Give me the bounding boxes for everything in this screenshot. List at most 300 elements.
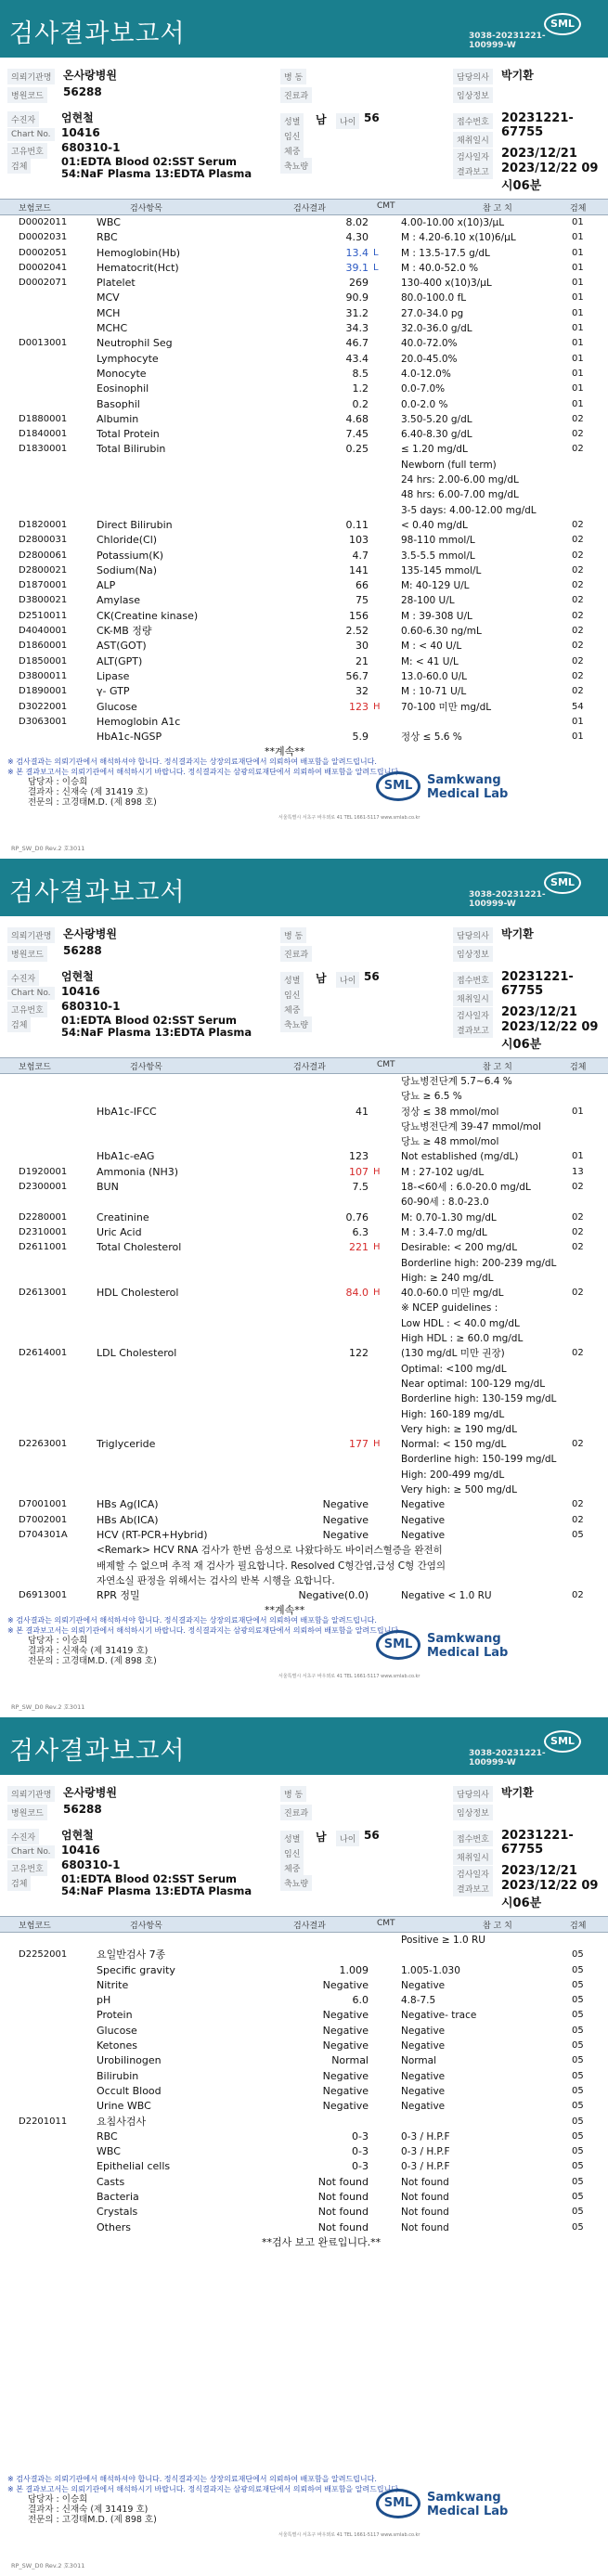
specimen-code: 54 (572, 701, 584, 712)
receipt-no: 20231221-67755 (501, 111, 574, 139)
check-date: 2023/12/21 (501, 147, 577, 161)
insurance-code: D2510011 (19, 610, 68, 621)
reference-range: 40.0-72.0% (401, 338, 458, 350)
table-row (0, 1948, 608, 1962)
specimen-code: 02 (572, 550, 584, 561)
test-result: 123 (349, 1150, 369, 1163)
table-row (0, 1528, 608, 1543)
test-item: HBs Ag(ICA) (97, 1498, 159, 1511)
brand-line1: Samkwang (427, 773, 501, 787)
specimen-code: 05 (572, 2146, 584, 2157)
table-row (0, 624, 608, 639)
test-item: Lipase (97, 669, 130, 682)
age-label: 나이 (336, 1831, 359, 1846)
table-row (0, 1316, 608, 1331)
signature-confirmer: 결과자 : 신재숙 (제 31419 호) (28, 1646, 149, 1656)
test-item: RBC (97, 2129, 118, 2142)
hospital-label: 의뢰기관명 (7, 927, 55, 943)
reference-range: Negative (401, 1979, 446, 1991)
specimen-code: 01 (572, 278, 584, 289)
sml-footer-logo: SML (376, 771, 420, 801)
test-result: 0-3 (352, 2145, 369, 2158)
table-row (0, 1301, 608, 1315)
reference-range: Normal (401, 2055, 436, 2067)
reference-range: M : 3.4-7.0 mg/dL (401, 1226, 487, 1238)
table-row (0, 1331, 608, 1346)
table-header (0, 1057, 608, 1074)
brand-line2: Medical Lab (427, 1646, 509, 1660)
dept-label: 진료과 (280, 1805, 312, 1820)
reference-range: High: 160-189 mg/dL (401, 1408, 505, 1420)
table-row (0, 2175, 608, 2190)
table-row (0, 1497, 608, 1512)
signature-confirmer: 결과자 : 신재숙 (제 31419 호) (28, 2505, 149, 2515)
table-row (0, 1286, 608, 1301)
specimen-code: 02 (572, 686, 584, 697)
test-item: Chloride(Cl) (97, 534, 158, 547)
reference-range: 32.0-36.0 g/dL (401, 323, 472, 335)
table-row (0, 442, 608, 457)
lab-address: 서울특별시 서초구 바우뫼로 41 TEL 1661-5117 www.smlab.co.kr (278, 815, 420, 821)
table-row (0, 352, 608, 367)
insurance-code: D6913001 (19, 1590, 68, 1601)
column-header: 검체 (570, 204, 587, 214)
test-result: 269 (349, 277, 369, 290)
specimen-code: 02 (572, 1499, 584, 1510)
signatures (28, 777, 157, 808)
ward-label: 병 동 (280, 1786, 306, 1802)
table-row (0, 487, 608, 502)
reference-range: M : 13.5-17.5 g/dL (401, 247, 490, 259)
result-flag: H (373, 701, 381, 712)
table-row (0, 1210, 608, 1225)
specimen-code: 02 (572, 626, 584, 637)
reference-range: M : 4.20-6.10 x(10)6/μL (401, 232, 516, 244)
column-header: 참 고 치 (483, 204, 512, 214)
insurance-code: D1890001 (19, 686, 68, 697)
sml-logo: SML (544, 1730, 581, 1753)
reference-range: 60-90세 : 8.0-23.0 (401, 1197, 489, 1209)
reference-range: Low HDL : < 40.0 mg/dL (401, 1317, 520, 1329)
column-header: 검사항목 (130, 1922, 162, 1931)
brand-name (427, 1632, 508, 1660)
column-header: 검사항목 (130, 204, 162, 214)
result-flag: L (373, 247, 379, 258)
table-row (0, 1377, 608, 1392)
test-result: 2.52 (345, 625, 369, 638)
test-item: MCH (97, 306, 121, 319)
reference-range: Newborn (full term) (401, 459, 497, 471)
test-item: RBC (97, 231, 118, 244)
result-flag: H (373, 1166, 381, 1177)
urine-label: 축뇨량 (280, 1016, 312, 1032)
brand-name (427, 773, 508, 801)
check-date-label: 검사일자 (453, 1007, 493, 1023)
table-row (0, 336, 608, 351)
weight-label: 체중 (280, 143, 304, 159)
hospital-code-label: 병원코드 (7, 1805, 47, 1820)
specimen-code: 02 (572, 655, 584, 667)
patient-name-label: 수진자 (7, 111, 39, 127)
specimen-code: 01 (572, 307, 584, 318)
report-footer (0, 1615, 608, 1717)
table-row (0, 1271, 608, 1286)
table-row (0, 2115, 608, 2129)
table-row (0, 291, 608, 305)
report-footer (0, 2474, 608, 2576)
table-row (0, 2069, 608, 2084)
reference-range: 70-100 미만 mg/dL (401, 701, 492, 713)
test-item: RPR 정밀 (97, 1589, 140, 1602)
specimen-code: 01 (572, 247, 584, 258)
reference-range: Negative (401, 2040, 446, 2052)
table-row (0, 1437, 608, 1452)
table-row (0, 1422, 608, 1437)
reference-range: Negative (401, 1514, 446, 1526)
doctor-label: 담당의사 (453, 69, 493, 84)
test-item: MCHC (97, 322, 128, 335)
specimen-code: 05 (572, 2176, 584, 2187)
age-label: 나이 (336, 113, 359, 129)
specimen-code: 01 (572, 232, 584, 243)
insurance-code: D0002051 (19, 247, 68, 258)
table-row (0, 1195, 608, 1210)
reference-range: Very high: ≥ 500 mg/dL (401, 1484, 517, 1496)
test-item: WBC (97, 216, 121, 228)
pregnancy-label: 임신 (280, 987, 304, 1003)
test-item: Bilirubin (97, 2069, 139, 2082)
test-result: 6.3 (352, 1225, 369, 1238)
reference-range: Negative < 1.0 RU (401, 1590, 492, 1602)
specimen-code: 01 (572, 368, 584, 379)
collect-label: 채취일시 (453, 990, 493, 1006)
test-item: Hemoglobin A1c (97, 715, 181, 728)
test-result: Negative (322, 2084, 369, 2097)
column-header: CMT (377, 1919, 395, 1928)
table-row (0, 1468, 608, 1482)
insurance-code: D2800061 (19, 550, 68, 561)
result-rows (0, 215, 608, 759)
table-row (0, 321, 608, 336)
specimen-code: 05 (572, 1979, 584, 1990)
age-label: 나이 (336, 972, 359, 988)
reference-range: 4.8-7.5 (401, 1995, 436, 2007)
column-header: 참 고 치 (483, 1922, 512, 1931)
test-item: Epithelial cells (97, 2160, 171, 2173)
signature-tester: 담당자 : 이승희 (28, 2494, 88, 2505)
test-item: Total Protein (97, 428, 160, 441)
reference-range: Very high: ≥ 190 mg/dL (401, 1423, 517, 1435)
table-row (0, 215, 608, 230)
table-row (0, 2084, 608, 2099)
test-result: 0.25 (345, 443, 369, 456)
test-item: HbA1c-eAG (97, 1150, 155, 1163)
test-result: 1.2 (352, 382, 369, 395)
age-value: 56 (364, 111, 380, 124)
reference-range: (130 mg/dL 미만 권장) (401, 1348, 505, 1360)
table-row (0, 730, 608, 744)
report-header-bar (0, 1717, 608, 1775)
specimen-code: 05 (572, 1995, 584, 2006)
table-row (0, 715, 608, 730)
reference-range: Negative (401, 2025, 446, 2037)
check-date-label: 검사일자 (453, 149, 493, 164)
reference-range: 20.0-45.0% (401, 353, 458, 365)
test-result: 5.9 (352, 731, 369, 744)
specimen-code: 05 (572, 2192, 584, 2203)
reference-range: 당뇨 ≥ 48 mmol/mol (401, 1136, 499, 1148)
test-item: 요침사검사 (97, 2115, 147, 2128)
table-row (0, 382, 608, 396)
check-date-label: 검사일자 (453, 1866, 493, 1882)
test-result: 34.3 (345, 322, 369, 335)
reference-range: Negative (401, 2070, 446, 2082)
reg-no: 680310-1 (61, 1000, 121, 1013)
receipt-label: 접수번호 (453, 113, 493, 129)
reference-range: M : 27-102 ug/dL (401, 1166, 485, 1178)
insurance-code: D1860001 (19, 641, 68, 652)
test-item: Sodium(Na) (97, 563, 157, 576)
urine-label: 축뇨량 (280, 1875, 312, 1891)
test-item: Total Cholesterol (97, 1241, 182, 1254)
insurance-code: D7001001 (19, 1499, 68, 1510)
reference-range: M : 40.0-52.0 % (401, 262, 479, 274)
specimen-code: 05 (572, 1964, 584, 1975)
test-result: 32 (356, 685, 369, 698)
patient-name-label: 수진자 (7, 1829, 39, 1845)
hospital-code: 56288 (63, 1803, 102, 1816)
reference-range: Borderline high: 150-199 mg/dL (401, 1454, 557, 1466)
report-footer (0, 757, 608, 859)
result-flag: H (373, 1439, 381, 1450)
form-code: RP_SW_D0 Rev.2 호3011 (11, 845, 85, 852)
insurance-code: D704301A (19, 1529, 68, 1540)
chart-label: Chart No. (7, 987, 55, 1000)
table-row (0, 1513, 608, 1528)
patient-info (0, 67, 608, 197)
table-row (0, 1105, 608, 1120)
doctor-name: 박기환 (501, 1786, 534, 1799)
table-row (0, 1407, 608, 1422)
urine-label: 축뇨량 (280, 158, 312, 174)
document-code: 3038-20231221- 100999-W (469, 1749, 546, 1767)
insurance-code: D1880001 (19, 413, 68, 424)
table-header (0, 199, 608, 215)
test-item: 요일반검사 7종 (97, 1948, 166, 1961)
clinical-info-label: 임상정보 (453, 946, 493, 962)
table-row (0, 2099, 608, 2114)
insurance-code: D1820001 (19, 519, 68, 530)
report-date-label: 결과보고 (453, 163, 493, 179)
test-result: 0-3 (352, 2160, 369, 2173)
test-item: Hematocrit(Hct) (97, 261, 179, 274)
test-result: 41 (356, 1105, 369, 1118)
document-code: 3038-20231221- 100999-W (469, 890, 546, 909)
result-rows (0, 1074, 608, 1618)
test-result: 56.7 (345, 669, 369, 682)
table-row (0, 1963, 608, 1978)
dept-label: 진료과 (280, 87, 312, 103)
specimen-code: 05 (572, 2070, 584, 2081)
sex-label: 성별 (280, 113, 304, 129)
test-item: HCV (RT-PCR+Hybrid) (97, 1528, 208, 1541)
column-header: 검체 (570, 1922, 587, 1931)
test-item: HbA1c-IFCC (97, 1105, 157, 1118)
test-item: Hemoglobin(Hb) (97, 246, 181, 259)
reference-range: High: 200-499 mg/dL (401, 1469, 505, 1481)
specimen-label: 검체 (7, 1875, 31, 1891)
test-item: HbA1c-NGSP (97, 731, 162, 744)
table-row (0, 1452, 608, 1467)
column-header: 보험코드 (19, 204, 51, 214)
reference-range: 80.0-100.0 fL (401, 292, 467, 304)
test-result: 46.7 (345, 337, 369, 350)
table-row (0, 2129, 608, 2144)
reference-range: M : 10-71 U/L (401, 686, 467, 698)
test-item: Basophil (97, 397, 140, 410)
table-row (0, 669, 608, 684)
test-result: 122 (349, 1347, 369, 1360)
test-result: 39.1 (345, 261, 369, 274)
table-row (0, 639, 608, 654)
insurance-code: D2614001 (19, 1348, 68, 1359)
test-result: Negative (322, 2039, 369, 2052)
specimen-code: 05 (572, 2161, 584, 2172)
test-result: 21 (356, 654, 369, 667)
sex-label: 성별 (280, 1831, 304, 1846)
test-result: 0.2 (352, 397, 369, 410)
reference-range: 1.005-1.030 (401, 1964, 460, 1976)
insurance-code: D0002041 (19, 262, 68, 273)
test-result: 4.30 (345, 231, 369, 244)
specimen-code: 05 (572, 2025, 584, 2036)
insurance-code: D1920001 (19, 1166, 68, 1177)
reference-range: 135-145 mmol/L (401, 564, 482, 576)
reg-no: 680310-1 (61, 1858, 121, 1871)
test-result: Not found (317, 2220, 369, 2233)
receipt-no: 20231221-67755 (501, 970, 574, 998)
specimen-code: 05 (572, 1949, 584, 1961)
report-title: 검사결과보고서 (9, 878, 186, 907)
hospital-code: 56288 (63, 85, 102, 98)
insurance-code: D0002071 (19, 278, 68, 289)
insurance-code: D2611001 (19, 1242, 68, 1253)
insurance-code: D2263001 (19, 1439, 68, 1450)
table-row (0, 563, 608, 578)
table-row (0, 1225, 608, 1240)
table-row (0, 609, 608, 624)
reference-range: High HDL : ≥ 60.0 mg/dL (401, 1333, 524, 1345)
reference-range: 0-3 / H.P.F (401, 2146, 450, 2158)
specimen-list: 01:EDTA Blood 02:SST Serum 54:NaF Plasma 13:EDTA Plasma (61, 1014, 252, 1039)
specimen-code: 05 (572, 2040, 584, 2052)
specimen-code: 01 (572, 731, 584, 743)
test-item: LDL Cholesterol (97, 1347, 177, 1360)
reference-range: Borderline high: 200-239 mg/dL (401, 1257, 557, 1269)
report-page (0, 0, 608, 859)
insurance-code: D3022001 (19, 701, 68, 712)
report-date: 2023/12/22 09시06분 (501, 1020, 599, 1052)
reference-range: 3.50-5.20 g/dL (401, 413, 472, 425)
table-row (0, 1392, 608, 1406)
table-row (0, 593, 608, 608)
test-result: Not found (317, 2206, 369, 2219)
specimen-code: 02 (572, 444, 584, 455)
hospital-label: 의뢰기관명 (7, 69, 55, 84)
insurance-code: D0002031 (19, 232, 68, 243)
reference-range: 4.0-12.0% (401, 368, 451, 380)
specimen-code: 02 (572, 1242, 584, 1253)
column-header: 보험코드 (19, 1922, 51, 1931)
table-row (0, 412, 608, 427)
report-date-label: 결과보고 (453, 1881, 493, 1896)
insurance-code: D2252001 (19, 1949, 68, 1961)
signature-tester: 담당자 : 이승희 (28, 777, 88, 787)
test-item: Glucose (97, 700, 137, 713)
specimen-code: 02 (572, 641, 584, 652)
specimen-code: 01 (572, 323, 584, 334)
test-item: Nitrite (97, 1978, 129, 1991)
insurance-code: D7002001 (19, 1514, 68, 1525)
weight-label: 체중 (280, 1002, 304, 1017)
sex-value: 남 (316, 113, 327, 126)
table-row (0, 261, 608, 276)
reference-range: Positive ≥ 1.0 RU (401, 1935, 485, 1946)
test-item: HBs Ab(ICA) (97, 1513, 159, 1526)
test-result: 13.4 (345, 246, 369, 259)
specimen-code: 02 (572, 519, 584, 530)
specimen-code: 02 (572, 429, 584, 440)
reference-range: M: < 41 U/L (401, 655, 459, 667)
pregnancy-label: 임신 (280, 128, 304, 144)
table-row (0, 700, 608, 715)
table-row (0, 549, 608, 563)
doctor-name: 박기환 (501, 69, 534, 82)
test-result: 0.11 (345, 518, 369, 531)
specimen-code: 02 (572, 610, 584, 621)
table-row (0, 367, 608, 382)
sml-logo: SML (544, 13, 581, 35)
reference-range: 당뇨병전단계 5.7~6.4 % (401, 1076, 512, 1087)
report-page (0, 1717, 608, 2576)
reference-range: M: 40-129 U/L (401, 580, 470, 592)
patient-name: 엄현철 (61, 111, 94, 124)
column-header: 참 고 치 (483, 1063, 512, 1072)
specimen-code: 05 (572, 2207, 584, 2218)
reference-range: 18-<60세 : 6.0-20.0 mg/dL (401, 1182, 531, 1194)
test-result: 66 (356, 579, 369, 592)
form-code: RP_SW_D0 Rev.2 호3011 (11, 2562, 85, 2570)
receipt-label: 접수번호 (453, 972, 493, 988)
test-item: Specific gravity (97, 1963, 175, 1976)
signatures (28, 2494, 157, 2525)
specimen-code: 02 (572, 1211, 584, 1223)
test-item: CK(Creatine kinase) (97, 609, 199, 622)
specimen-code: 05 (572, 1529, 584, 1540)
reference-range: 98-110 mmol/L (401, 535, 475, 547)
test-result: Negative (322, 2009, 369, 2022)
footer-notes: ※ 검사결과는 의뢰기관에서 해석하셔야 합니다. 정식결과지는 상장의료재단에서 의뢰하여 배포함을 알려드립니다. ※ 본 결과보고서는 의뢰기관에서 해석하시기 바랍니다. 정식결과지는 삼광의료재단에서 의뢰하여 배포함을 알려드립니다. (7, 1616, 401, 1635)
test-result: 221 (349, 1241, 369, 1254)
test-result: Negative (322, 1978, 369, 1991)
reference-range: Not found (401, 2207, 449, 2219)
table-row (0, 2205, 608, 2220)
table-row (0, 1993, 608, 2008)
specimen-code: 02 (572, 670, 584, 681)
reference-range: M : < 40 U/L (401, 641, 462, 653)
reg-no-label: 고유번호 (7, 1002, 47, 1017)
hospital-code-label: 병원코드 (7, 946, 47, 962)
